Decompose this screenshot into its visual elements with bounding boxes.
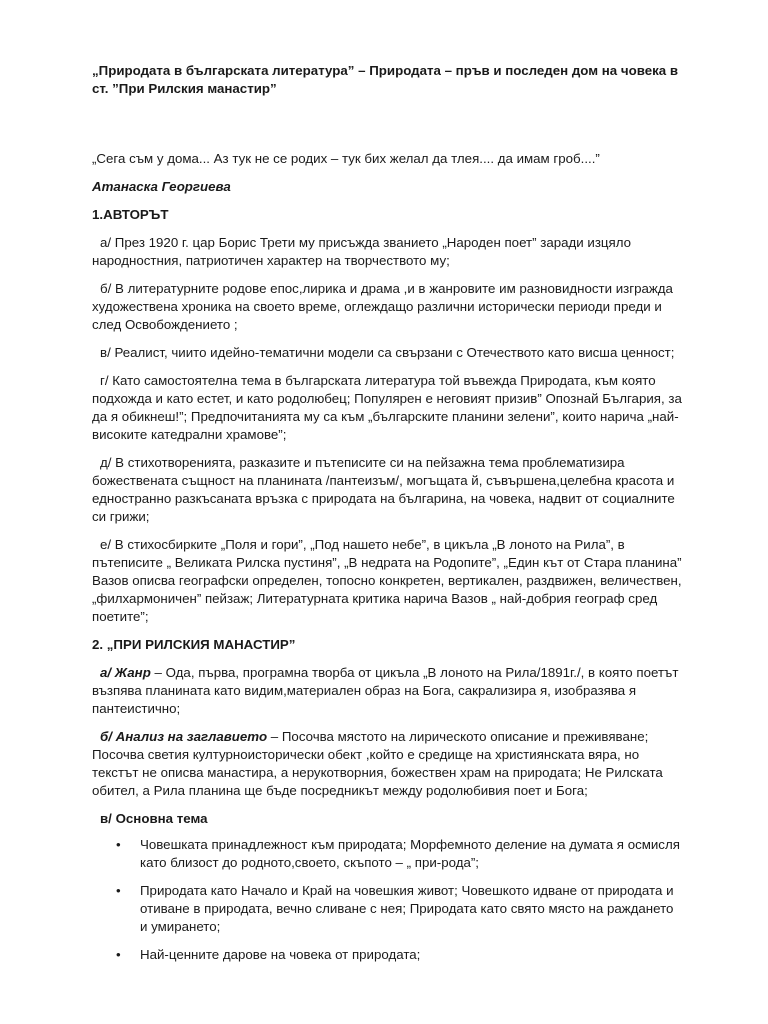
title-analysis-paragraph xyxy=(92,728,682,800)
title-analysis-label: б/ Анализ на заглавието xyxy=(100,729,268,744)
author-item-e: е/ В стихосбирките „Поля и гори”, „Под нашето небе”, в цикъла „В лоното на Рила”, в пътеписите „ Великата Рилска пустиня”, „В недрата на Родопите”, „Един кът от Стара планина” Вазов описва географски определен, топосно конкретен, вертикален, раздвижен, величествен, „филхармоничен” пейзаж; Литературната критика нарича Вазов „ най-добрия географ сред поетите”; xyxy=(92,537,682,624)
document-page xyxy=(92,62,682,974)
list-item xyxy=(116,836,682,872)
bullet-icon: • xyxy=(116,883,121,898)
list-item-text: Най-ценните дарове на човека от природата; xyxy=(140,947,421,962)
section-heading-poem: 2. „ПРИ РИЛСКИЯ МАНАСТИР” xyxy=(92,637,296,652)
document-title: „Природата в българската литература” – Природата – пръв и последен дом на човека в ст. ”При Рилския манастир” xyxy=(92,63,679,96)
author-item-g: г/ Като самостоятелна тема в българската литература той въвежда Природата, към която подхожда и като естет, и като родолюбец; Популярен е неговият призив” Опознай България, за да я обикнеш!”; Предпочитанията му са към „българските планини зелени”, които нарича „най-високите катедрални храмове”; xyxy=(92,373,682,442)
author-name: Атанаска Георгиева xyxy=(92,179,231,194)
list-item-text: Природата като Начало и Край на човешкия живот; Човешкото идване от природата и отиване в природата, вечно сливане с нея; Природата като свято място на раждането и умирането; xyxy=(140,883,674,934)
epigraph-quote: „Сега съм у дома... Аз тук не се родих – тук бих желал да тлея.... да имам гроб....” xyxy=(92,151,600,166)
bullet-icon: • xyxy=(116,947,121,962)
list-item-text: Човешката принадлежност към природата; Морфемното деление на думата я осмисля като близост до родното,своето, скъпото – „ при-рода”; xyxy=(140,837,680,870)
bullet-icon: • xyxy=(116,837,121,852)
main-theme-label: в/ Основна тема xyxy=(100,811,208,826)
author-item-b: б/ В литературните родове епос,лирика и драма ,и в жанровите им разновидности изгражда художествена хроника на своето време, оглеждащо различни исторически периоди преди и след Освобождението ; xyxy=(92,281,673,332)
list-item xyxy=(116,882,682,936)
genre-text: – Ода, първа, програмна творба от цикъла „В лоното на Рила/1891г./, в която поетът възпява планината като видим,материален образ на Бога, сакрализира я, изобразява я пантеистично; xyxy=(92,665,679,716)
author-item-d: д/ В стихотворенията, разказите и пътеписите си на пейзажна тема проблематизира божествената същност на планината /пантеизъм/, могъщата й, съвършена,целебна красота и едностранно разкъсаната връзка с природата на българина, на човека, надвит от социалните си грижи; xyxy=(92,455,675,524)
author-item-a: а/ През 1920 г. цар Борис Трети му присъжда званието „Народен поет” заради изцяло народностния, патриотичен характер на творчеството му; xyxy=(92,235,632,268)
section-heading-author: 1.АВТОРЪТ xyxy=(92,207,169,222)
author-item-v: в/ Реалист, чиито идейно-тематични модели са свързани с Отечеството като висша ценност; xyxy=(100,345,675,360)
genre-label: а/ Жанр xyxy=(100,665,151,680)
title-analysis-text: – Посочва мястото на лирическото описание и преживяване; Посочва светия културноисторически обект ,който е средище на християнската вяра, но текстът не описва манастира, а нерукотворния, божествен храм на природата; Не Рилската обител, а Рила планина ще бъде посредникът между родолюбивия поет и Бога; xyxy=(92,729,663,798)
list-item xyxy=(116,946,682,964)
genre-paragraph xyxy=(92,664,682,718)
theme-bullet-list xyxy=(92,836,682,964)
